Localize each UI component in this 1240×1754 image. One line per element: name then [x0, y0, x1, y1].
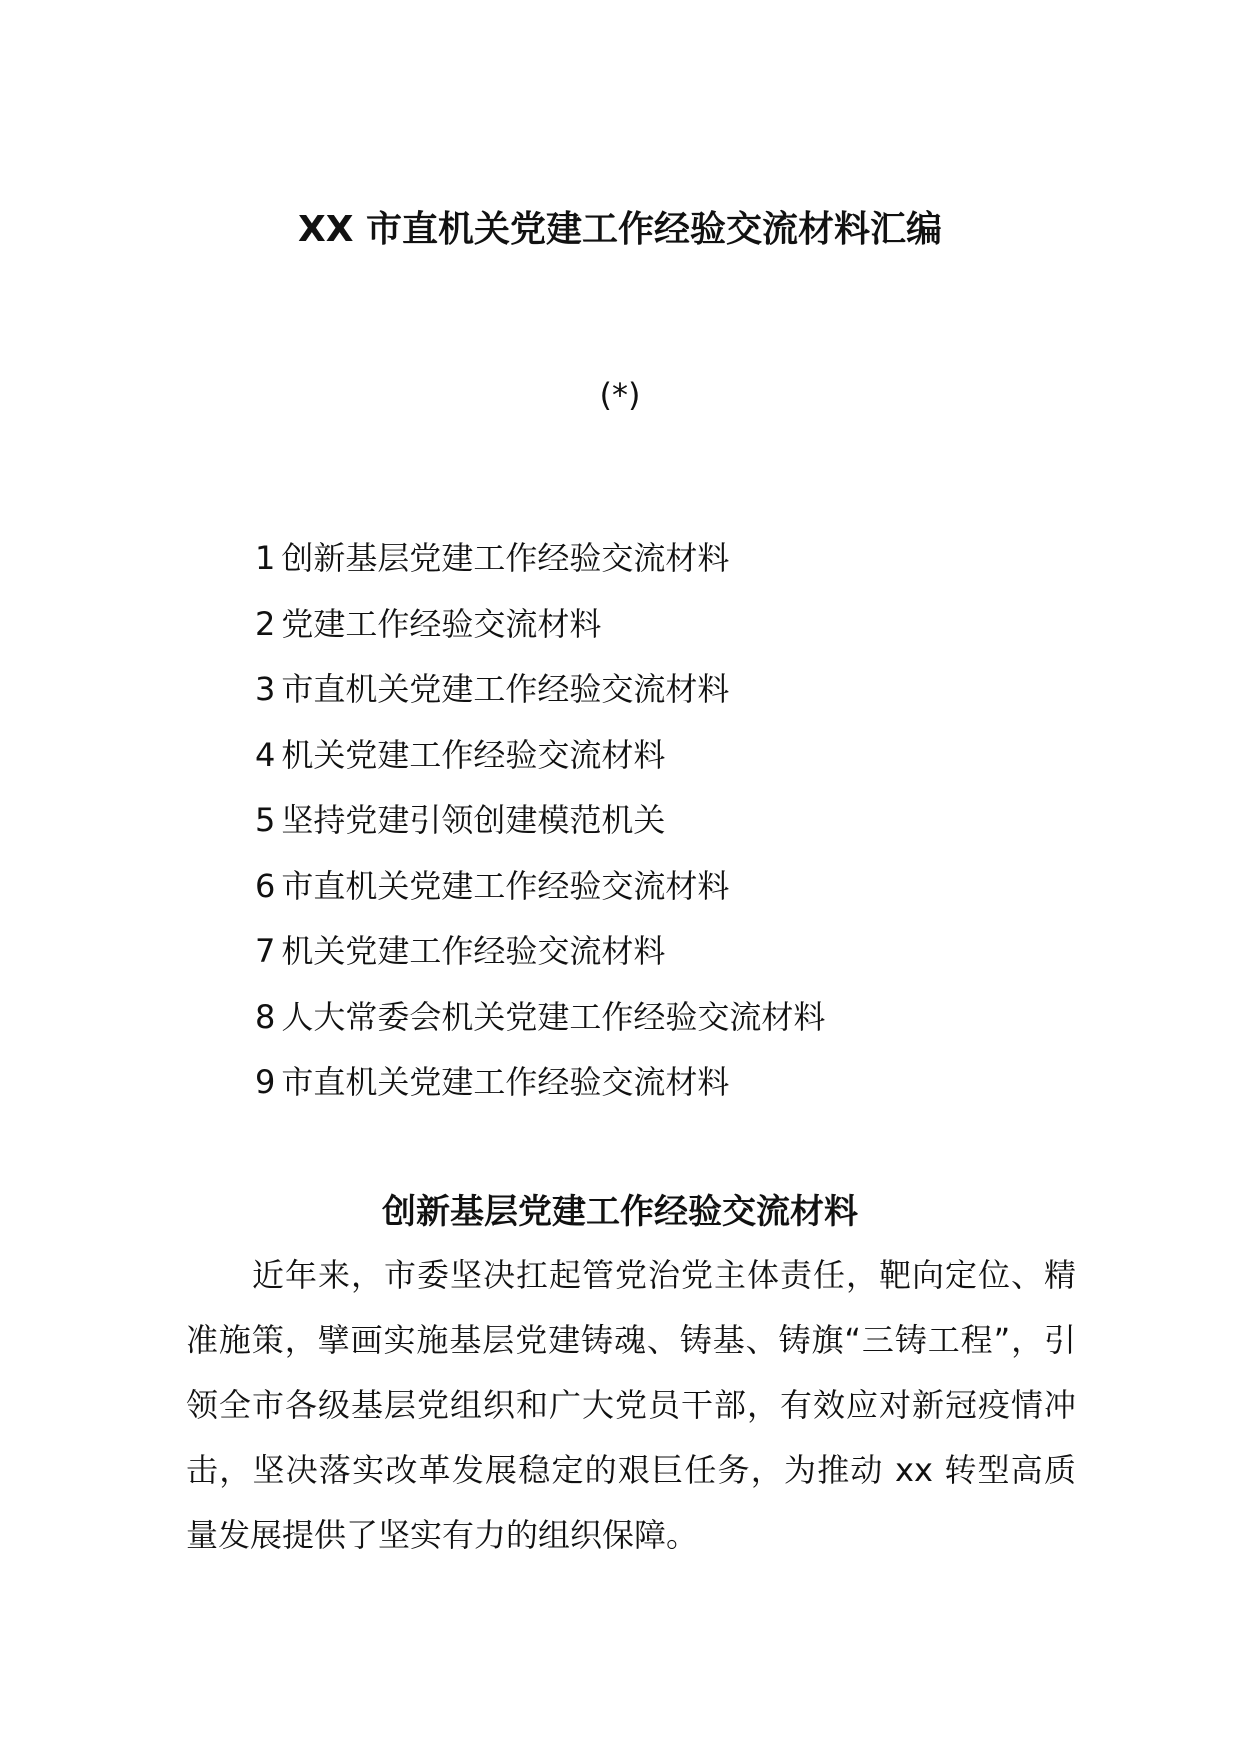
toc-item [255, 657, 825, 723]
table-of-contents [255, 526, 825, 1116]
toc-item-text: 市直机关党建工作经验交流材料 [281, 1063, 730, 1101]
toc-item [255, 854, 825, 920]
section-title: 创新基层党建工作经验交流材料 [382, 1192, 858, 1232]
toc-item-number: 2 [255, 604, 276, 643]
toc-item-text: 人大常委会机关党建工作经验交流材料 [281, 997, 826, 1036]
toc-item-number: 7 [255, 932, 276, 970]
toc-item [255, 723, 825, 789]
toc-item [255, 592, 825, 658]
toc-item [255, 526, 825, 592]
toc-item-text: 党建工作经验交流材料 [281, 604, 602, 643]
toc-item [255, 985, 825, 1051]
toc-item-text: 机关党建工作经验交流材料 [281, 932, 666, 970]
toc-item-text: 创新基层党建工作经验交流材料 [281, 539, 730, 577]
document-title: XX 市直机关党建工作经验交流材料汇编 [297, 209, 943, 250]
toc-item-number: 5 [255, 801, 276, 839]
toc-item-text: 机关党建工作经验交流材料 [281, 735, 666, 774]
toc-item-number: 1 [255, 539, 276, 577]
toc-item-text: 市直机关党建工作经验交流材料 [281, 866, 730, 905]
body-paragraph: 近年来，市委坚决扛起管党治党主体责任，靶向定位、精准施策，擘画实施基层党建铸魂、铸基、铸旗“三铸工程”，引领全市各级基层党组织和广大党员干部，有效应对新冠疫情冲击，坚决落实改革发展稳定的艰巨任务，为推动 xx 转型高质量发展提供了坚实有力的组织保障。 [186, 1256, 1076, 1554]
toc-item-text: 坚持党建引领创建模范机关 [281, 801, 666, 839]
toc-item-number: 9 [255, 1063, 276, 1101]
toc-item [255, 919, 825, 985]
toc-item-text: 市直机关党建工作经验交流材料 [281, 670, 730, 708]
toc-item-number: 4 [255, 735, 276, 774]
toc-item-number: 8 [255, 997, 276, 1036]
document-subtitle: (*) [599, 376, 641, 414]
toc-item [255, 788, 825, 854]
toc-item-number: 6 [255, 866, 276, 905]
toc-item [255, 1050, 825, 1116]
toc-item-number: 3 [255, 670, 276, 708]
